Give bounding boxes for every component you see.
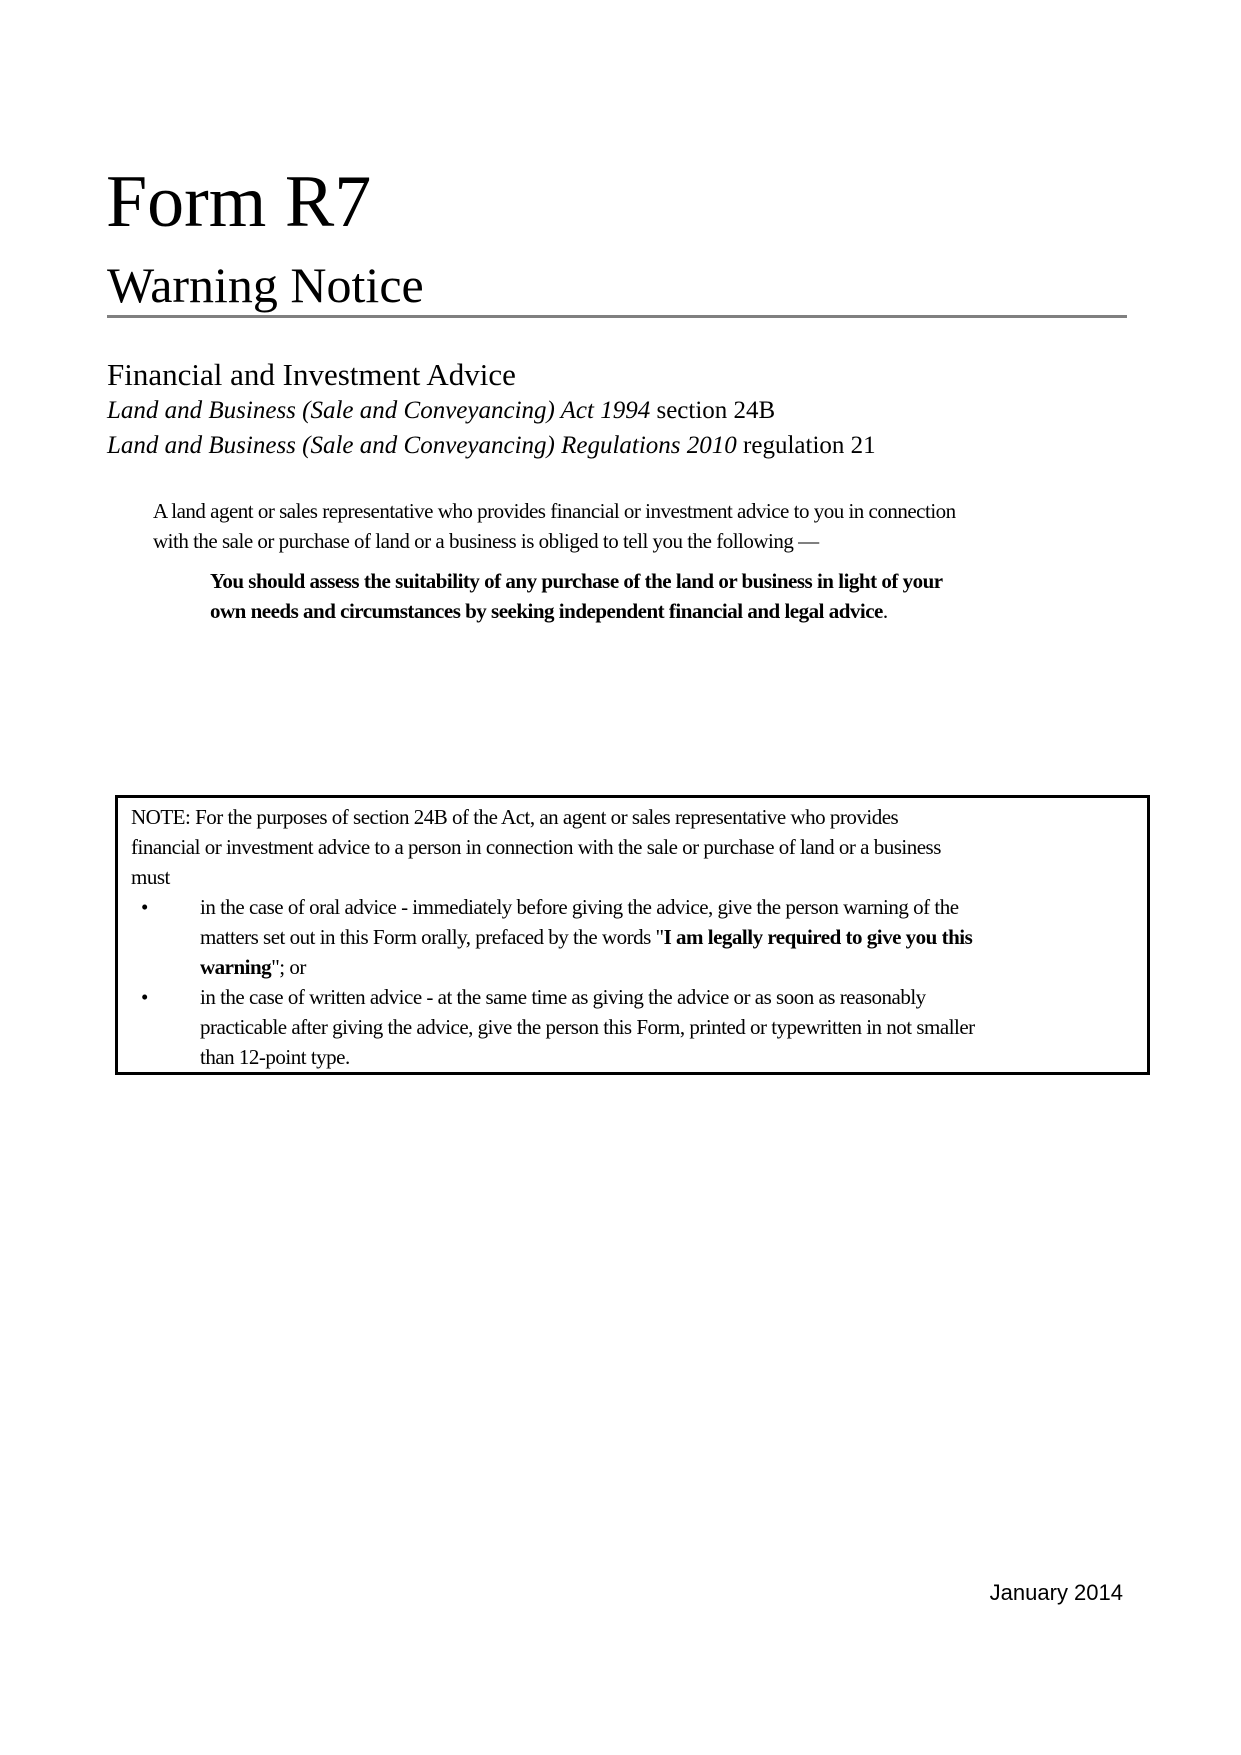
bullet-item-oral-advice [131,892,1139,982]
footer-date: January 2014 [989,1580,1123,1605]
section-heading: Financial and Investment Advice [107,357,516,392]
bullet-text: in the case of oral advice - immediately before giving the advice, give the person warning of the matters set out in this Form orally, prefaced by the words "I am legally required to give you this warning"; or [200,895,973,979]
title-underline-rule [107,315,1127,318]
bullet-text: in the case of written advice - at the same time as giving the advice or as soon as reasonably practicable after giving the advice, give the person this Form, printed or typewritten in not smaller than 12-point type. [200,985,975,1069]
warning-statement [210,566,943,626]
note-intro-line: NOTE: For the purposes of section 24B of the Act, an agent or sales representative who provides [131,805,899,829]
citation-act [107,393,876,428]
document-title: Form R7 [106,161,372,243]
legislation-citations [107,393,876,463]
citation-act-section: section 24B [650,397,776,424]
bullet-icon: • [141,895,148,919]
intro-line: A land agent or sales representative who provides financial or investment advice to you in connection [153,499,956,523]
warning-line: own needs and circumstances by seeking independent financial and legal advice. [210,599,888,623]
intro-paragraph [153,496,956,556]
citation-regulations-section: regulation 21 [736,432,876,459]
bullet-icon: • [141,985,148,1009]
citation-act-title: Land and Business (Sale and Conveyancing) Act 1994 [107,397,651,424]
note-intro-line: financial or investment advice to a person in connection with the sale or purchase of land or a business [131,835,941,859]
citation-regulations [107,428,876,463]
note-box [115,795,1150,1075]
document-subtitle: Warning Notice [107,257,424,313]
note-intro-line: must [131,865,170,889]
intro-line: with the sale or purchase of land or a business is obliged to tell you the following — [153,529,819,553]
citation-regulations-title: Land and Business (Sale and Conveyancing) Regulations 2010 [107,432,737,459]
warning-line: You should assess the suitability of any purchase of the land or business in light of your [210,569,943,593]
bullet-item-written-advice [131,982,1139,1072]
